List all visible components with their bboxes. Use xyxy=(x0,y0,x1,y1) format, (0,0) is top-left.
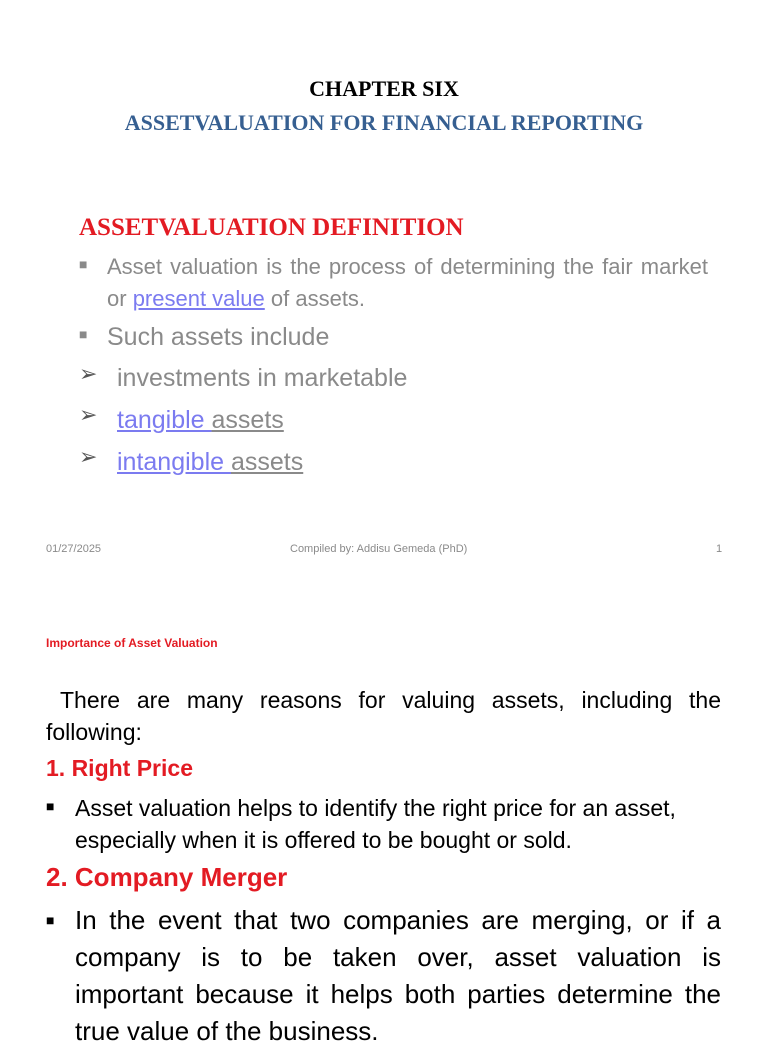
arrow-bullet-icon: ➢ xyxy=(79,362,98,387)
definition-text-start: Asset valuation is the process of determining the fair market or xyxy=(107,254,708,311)
square-bullet-icon: ■ xyxy=(46,798,55,814)
tangible-link[interactable]: tangible xyxy=(117,406,212,434)
intro-paragraph: There are many reasons for valuing assets, including the following: xyxy=(46,687,721,745)
footer-date: 01/27/2025 xyxy=(46,543,102,555)
chapter-title: CHAPTER SIX xyxy=(309,76,459,101)
investments-text: investments in marketable xyxy=(117,364,408,392)
chapter-subtitle: ASSETVALUATION FOR FINANCIAL REPORTING xyxy=(124,110,644,135)
definition-text-end: of assets. xyxy=(264,286,366,311)
definition-paragraph xyxy=(107,251,708,315)
footer-page-number: 1 xyxy=(716,543,723,555)
present-value-link[interactable]: present value xyxy=(132,286,265,311)
definition-heading: ASSETVALUATION DEFINITION xyxy=(79,214,464,241)
arrow-bullet-icon: ➢ xyxy=(79,445,98,470)
right-price-paragraph: Asset valuation helps to identify the right price for an asset, especially when it is offered to be bought or sold. xyxy=(75,795,676,853)
assets-include-text: Such assets include xyxy=(107,323,330,351)
square-bullet-icon: ■ xyxy=(79,256,88,272)
square-bullet-icon: ■ xyxy=(46,912,55,928)
intangible-link[interactable]: intangible xyxy=(117,448,231,476)
slide-two xyxy=(0,570,768,1046)
arrow-bullet-icon: ➢ xyxy=(79,403,98,428)
right-price-heading: 1. Right Price xyxy=(46,755,193,781)
importance-heading: Importance of Asset Valuation xyxy=(46,636,218,650)
company-merger-paragraph: In the event that two companies are merging, or if a company is to be taken over, asset valuation is important because it helps both parties determine the true value of the business. xyxy=(75,905,721,1046)
intangible-assets-item xyxy=(117,448,303,477)
intangible-assets-text: assets xyxy=(230,448,304,476)
footer-compiled-by: Compiled by: Addisu Gemeda (PhD) xyxy=(290,543,468,555)
tangible-assets-item xyxy=(117,406,284,435)
company-merger-heading: 2. Company Merger xyxy=(46,862,288,892)
tangible-assets-text: assets xyxy=(211,406,284,434)
square-bullet-icon: ■ xyxy=(79,326,88,342)
